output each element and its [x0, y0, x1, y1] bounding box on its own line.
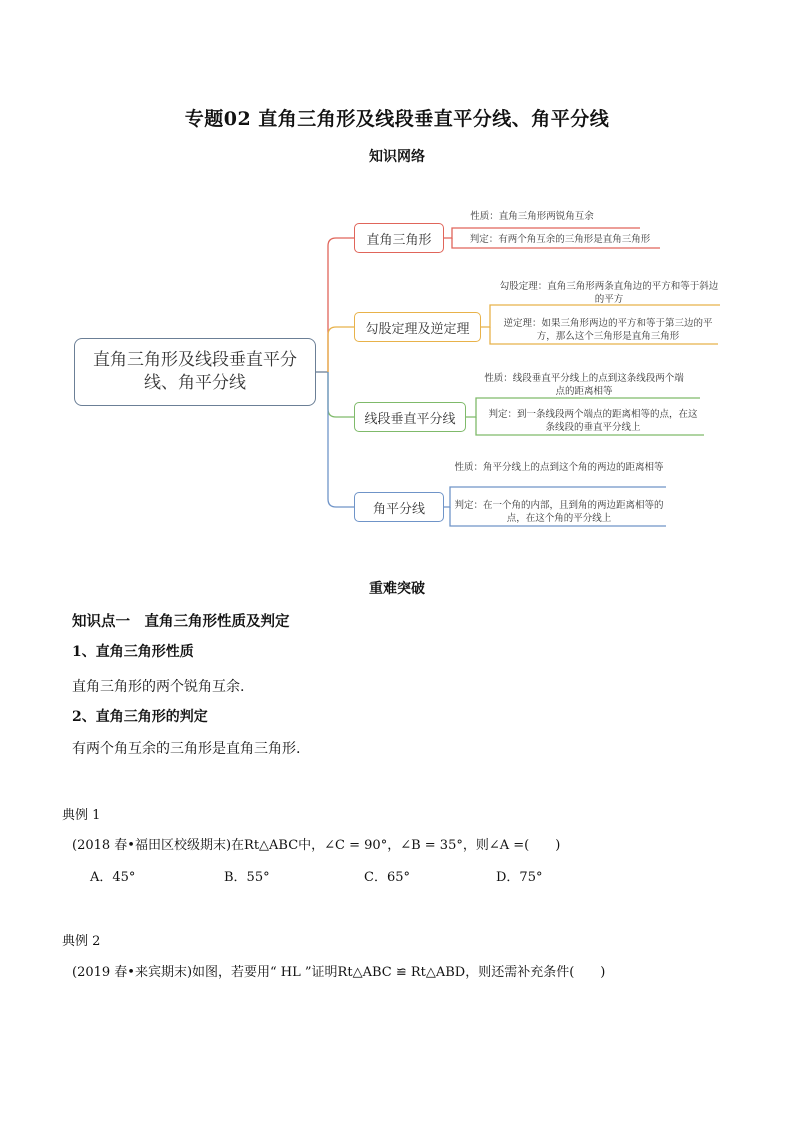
branch-label: 角平分线 — [372, 501, 425, 517]
mindmap-leaf: 逆定理：如果三角形两边的平方和等于第三边的平方，那么这个三角形是直角三角形 — [503, 318, 713, 342]
mindmap-leaf: 性质：直角三角形两锐角互余 — [470, 211, 594, 222]
subheading-property: 1、直角三角形性质 — [72, 644, 194, 660]
example-label: 典例 2 — [62, 934, 101, 949]
mindmap-root — [74, 338, 316, 406]
option-b: B．55° — [224, 870, 270, 885]
mindmap-leaf: 性质：角平分线上的点到这个角的两边的距离相等 — [454, 462, 664, 473]
subheading-criterion: 2、直角三角形的判定 — [72, 709, 208, 725]
mindmap-branch-angle-bisector — [354, 492, 444, 522]
mindmap-leaf: 判定：在一个角的内部，且到角的两边距离相等的点，在这个角的平分线上 — [454, 500, 664, 524]
option-c: C．65° — [364, 870, 410, 885]
mindmap-leaf: 勾股定理：直角三角形两条直角边的平方和等于斜边的平方 — [499, 281, 719, 305]
paragraph-criterion: 有两个角互余的三角形是直角三角形. — [72, 741, 301, 757]
option-d: D．75° — [496, 870, 543, 885]
section-subtitle: 知识网络 — [369, 149, 425, 165]
mindmap-root-label: 直角三角形及线段垂直平分线、角平分线 — [93, 350, 297, 393]
mindmap-leaf: 判定：有两个角互余的三角形是直角三角形 — [469, 234, 651, 245]
mindmap-leaf: 性质：线段垂直平分线上的点到这条线段两个端点的距离相等 — [484, 373, 684, 397]
branch-label: 直角三角形 — [366, 232, 432, 248]
mindmap-leaf: 判定：到一条线段两个端点的距离相等的点，在这条线段的垂直平分线上 — [488, 409, 698, 433]
knowledge-point-heading: 知识点一 直角三角形性质及判定 — [72, 613, 290, 630]
branch-label: 勾股定理及逆定理 — [365, 321, 470, 337]
branch-label: 线段垂直平分线 — [364, 411, 456, 427]
option-a: A．45° — [90, 870, 136, 885]
page-title: 专题02 直角三角形及线段垂直平分线、角平分线 — [184, 108, 610, 130]
example-question: (2019 春•来宾期末)如图，若要用“ HL ”证明Rt△ABC ≌ Rt△ABD，则还需补充条件( ) — [72, 965, 606, 980]
paragraph-property: 直角三角形的两个锐角互余. — [72, 679, 245, 695]
mindmap-branch-perpendicular-bisector — [354, 402, 466, 432]
mindmap-branch-pythagorean — [354, 312, 481, 342]
mindmap-branch-right-triangle — [354, 223, 444, 253]
section-title: 重难突破 — [369, 581, 425, 597]
example-question: (2018 春•福田区校级期末)在Rt△ABC中，∠C = 90°，∠B = 35°，则∠A =( ) — [72, 838, 561, 853]
example-label: 典例 1 — [62, 808, 101, 823]
